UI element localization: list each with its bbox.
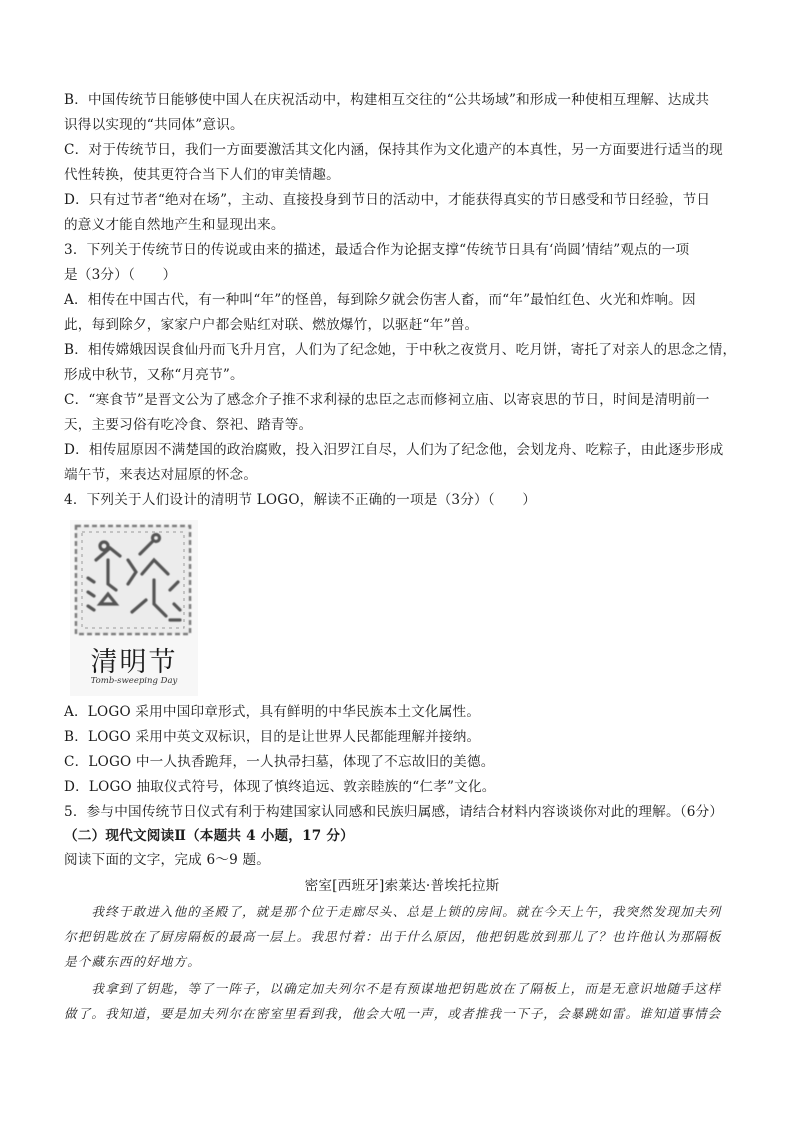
q2-option-d-line2: 的意义才能自然地产生和显现出来。 bbox=[64, 217, 285, 233]
logo-title: 清明节 bbox=[90, 647, 178, 678]
q4-option-d: D．LOGO 抽取仪式符号，体现了慎终追远、敦亲睦族的“仁孝”文化。 bbox=[64, 779, 496, 795]
section-heading: （二）现代文阅读Ⅱ（本题共 4 小题，17 分） bbox=[64, 828, 354, 844]
q5-stem: 5．参与中国传统节日仪式有利于构建国家认同感和民族归属感，请结合材料内容谈谈你对此的理解。（6分） bbox=[64, 804, 724, 820]
q2-option-d-line1: D．只有过节者“绝对在场”，主动、直接投身到节日的活动中，才能获得真实的节日感受和节日经验，节日 bbox=[64, 192, 711, 208]
story-title: 密室[西班牙]索莱达·普埃托拉斯 bbox=[304, 878, 500, 894]
q3-option-d-line1: D．相传屈原因不满楚国的政治腐败，投入汨罗江自尽，人们为了纪念他，会划龙舟、吃粽子，由此逐步形成 bbox=[64, 442, 724, 458]
logo-subtitle: Tomb-sweeping Day bbox=[90, 676, 178, 686]
story-line: 我拿到了钥匙，等了一阵子，以确定加夫列尔不是有预谋地把钥匙放在了隔板上，而是无意识地随手这样 bbox=[64, 981, 722, 996]
q2-option-b-line1: B．中国传统节日能够使中国人在庆祝活动中，构建相互交往的“公共场域”和形成一种使相互理解、达成共 bbox=[64, 92, 710, 108]
q3-stem-line2: 是（3分）（ ） bbox=[64, 267, 177, 283]
q2-option-c-line2: 代性转换，使其更符合当下人们的审美情趣。 bbox=[64, 167, 340, 183]
reading-instruction: 阅读下面的文字，完成 6～9 题。 bbox=[64, 852, 271, 868]
q2-option-b-line2: 识得以实现的“共同体”意识。 bbox=[64, 117, 244, 133]
q3-option-b-line2: 形成中秋节，又称“月亮节”。 bbox=[64, 367, 244, 383]
q3-option-a-line1: A．相传在中国古代，有一种叫“年”的怪兽，每到除夕就会伤害人畜，而“年”最怕红色、火光和炸响。因 bbox=[64, 292, 696, 308]
story-line: 我终于敢进入他的圣殿了，就是那个位于走廊尽头、总是上锁的房间。就在今天上午，我突然发现加夫列 bbox=[64, 904, 722, 919]
q4-option-c: C．LOGO 中一人执香跪拜，一人执帚扫墓，体现了不忘故旧的美德。 bbox=[64, 754, 495, 770]
q3-option-c-line2: 天，主要习俗有吃冷食、祭祀、踏青等。 bbox=[64, 417, 313, 433]
q3-option-c-line1: C．“寒食节”是晋文公为了感念介子推不求利禄的忠臣之志而修祠立庙、以寄哀思的节日，时间是清明前一 bbox=[64, 392, 710, 408]
story-line: 是个藏东西的好地方。 bbox=[64, 954, 201, 969]
q4-stem: 4．下列关于人们设计的清明节 LOGO，解读不正确的一项是（3分）（ ） bbox=[64, 492, 537, 508]
q2-option-c-line1: C．对于传统节日，我们一方面要激活其文化内涵，保持其作为文化遗产的本真性，另一方面要进行适当的现 bbox=[64, 142, 723, 158]
q3-option-a-line2: 此，每到除夕，家家户户都会贴红对联、燃放爆竹，以驱赶“年”兽。 bbox=[64, 317, 479, 333]
q4-option-a: A．LOGO 采用中国印章形式，具有鲜明的中华民族本土文化属性。 bbox=[64, 704, 481, 720]
q3-option-d-line2: 端午节，来表达对屈原的怀念。 bbox=[64, 467, 258, 483]
story-line: 做了。我知道，要是加夫列尔在密室里看到我，他会大吼一声，或者推我一下子，会暴跳如雷。谁知道事情会 bbox=[64, 1006, 722, 1021]
q3-stem-line1: 3．下列关于传统节日的传说或由来的描述，最适合作为论据支撑“传统节日具有‘尚圆’情结”观点的一项 bbox=[64, 242, 690, 258]
story-line: 尔把钥匙放在了厨房隔板的最高一层上。我思忖着：出于什么原因，他把钥匙放到那儿了？也许他认为那隔板 bbox=[64, 929, 722, 944]
q3-option-b-line1: B．相传嫦娥因误食仙丹而飞升月宫，人们为了纪念她，于中秋之夜赏月、吃月饼，寄托了对亲人的思念之情， bbox=[64, 342, 737, 358]
q4-option-b: B．LOGO 采用中英文双标识，目的是让世界人民都能理解并接纳。 bbox=[64, 729, 481, 745]
